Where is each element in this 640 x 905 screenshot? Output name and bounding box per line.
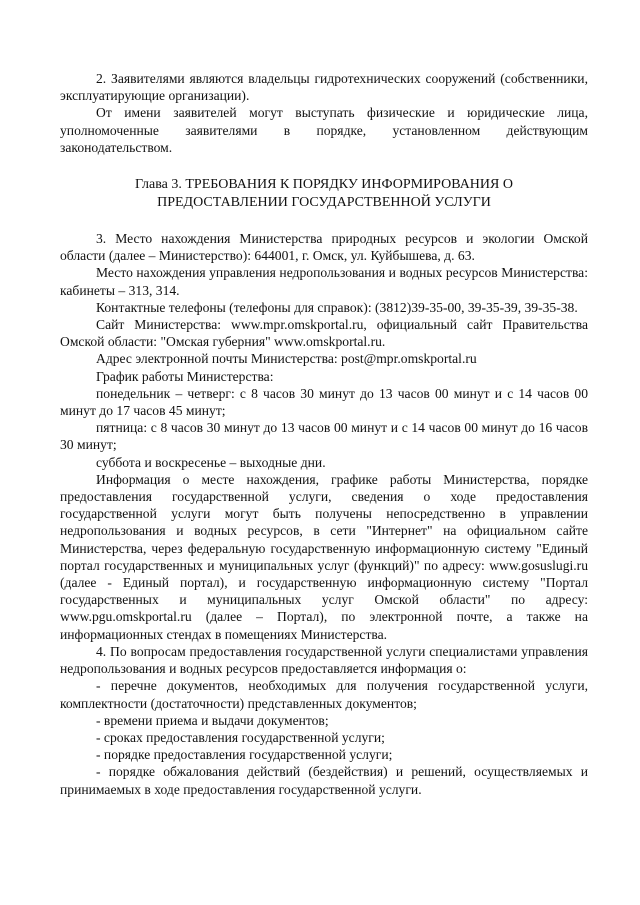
paragraph-phones: Контактные телефоны (телефоны для справок): (3812)39-35-00, 39-35-39, 39-35-38. xyxy=(96,299,578,315)
paragraph-schedule-friday: пятница: с 8 часов 30 минут до 13 часов 00 минут и с 14 часов 00 минут до 16 часов 30 минут; xyxy=(60,420,588,453)
paragraph-consultation-topics: 4. По вопросам предоставления государственной услуги специалистами управления недропользования и водных ресурсов предоставляется информация о: xyxy=(60,643,588,677)
spacer xyxy=(60,156,588,176)
document-page xyxy=(60,70,588,798)
paragraph-department-location: Место нахождения управления недропользования и водных ресурсов Министерства: кабинеты – 313, 314. xyxy=(60,265,588,298)
paragraph-websites: Сайт Министерства: www.mpr.omskportal.ru, официальный сайт Правительства Омской области: "Омская губерния" www.omskportal.ru. xyxy=(60,317,588,350)
list-item-reception-time: - времени приема и выдачи документов; xyxy=(96,712,329,728)
list-item-appeal-procedure: - порядке обжалования действий (бездействия) и решений, осуществляемых и принимаемых в ходе предоставления государственной услуги. xyxy=(60,764,588,797)
list-item-service-terms: - сроках предоставления государственной услуги; xyxy=(96,729,385,745)
chapter-heading-line-1: Глава 3. ТРЕБОВАНИЯ К ПОРЯДКУ ИНФОРМИРОВАНИЯ О xyxy=(135,177,513,193)
paragraph-email: Адрес электронной почты Министерства: post@mpr.omskportal.ru xyxy=(96,351,477,367)
list-item-documents: - перечне документов, необходимых для получения государственной услуги, комплектности (достаточности) представленных документов; xyxy=(60,678,588,711)
paragraph-location: 3. Место нахождения Министерства природных ресурсов и экологии Омской области (далее – Министерство): 644001, г. Омск, ул. Куйбышева, д. 63. xyxy=(60,231,588,264)
paragraph-schedule-title: График работы Министерства: xyxy=(96,368,274,384)
paragraph-representatives: От имени заявителей могут выступать физические и юридические лица, уполномоченные заявителями в порядке, установленном действующим законодательством. xyxy=(60,105,588,155)
paragraph-applicants: 2. Заявителями являются владельцы гидротехнических сооружений (собственники, эксплуатирующие организации). xyxy=(60,71,588,104)
paragraph-schedule-mon-thu: понедельник – четверг: с 8 часов 30 минут до 13 часов 00 минут и с 14 часов 00 минут до 17 часов 45 минут; xyxy=(60,385,588,419)
paragraph-information-sources: Информация о месте нахождения, графике работы Министерства, порядке предоставления государственной услуги, сведения о ходе предоставления государственной услуги могут быть получены непосредственно в управлении недропользования и водных ресурсов, в сети "Интернет" на официальном сайте Министерства, через федеральную государственную информационную систему "Единый портал государственных и муниципальных услуг (функций)" по адресу: www.gosuslugi.ru (далее - Единый портал), и государственную информационную систему "Портал государственных и муниципальных услуг Омской области" по адресу: www.pgu.omskportal.ru (далее – Портал), по электронной почте, а также на информационных стендах в помещениях Министерства. xyxy=(60,471,588,642)
paragraph-schedule-weekend: суббота и воскресенье – выходные дни. xyxy=(96,454,326,470)
list-item-service-procedure: - порядке предоставления государственной услуги; xyxy=(96,747,393,763)
chapter-heading-line-2: ПРЕДОСТАВЛЕНИИ ГОСУДАРСТВЕННОЙ УСЛУГИ xyxy=(157,195,491,211)
spacer xyxy=(60,212,588,230)
